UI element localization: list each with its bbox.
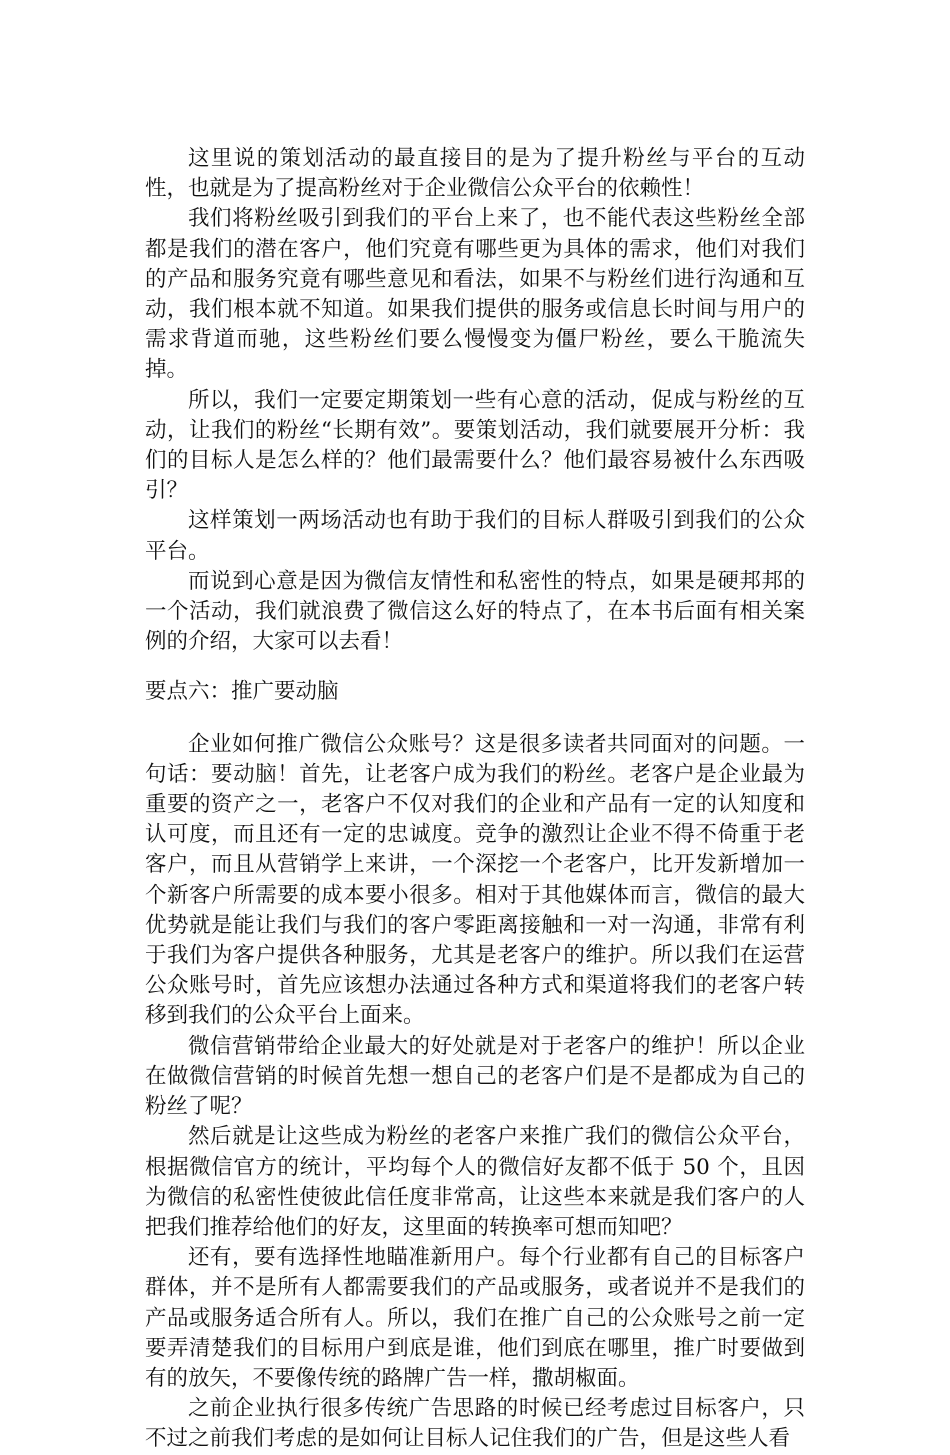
paragraph-attract-target: 这样策划一两场活动也有助于我们的目标人群吸引到我们的公众平台。 [145, 508, 805, 564]
paragraph-promote-account: 企业如何推广微信公众账号？这是很多读者共同面对的问题。一句话：要动脑！首先，让老客户成为我们的粉丝。老客户是企业最为重要的资产之一，老客户不仅对我们的企业和产品有一定的认知度和认可度，而且还有一定的忠诚度。竞争的激烈让企业不得不倚重于老客户，而且从营销学上来讲，一个深挖一个老客户，比开发新增加一个新客户所需要的成本要小很多。相对于其他媒体而言，微信的最大优势就是能让我们与我们的客户零距离接触和一对一沟通，非常有利于我们为客户提供各种服务，尤其是老客户的维护。所以我们在运营公众账号时，首先应该想办法通过各种方式和渠道将我们的老客户转移到我们的公众平台上面来。 [145, 731, 805, 1029]
paragraph-activity-purpose: 这里说的策划活动的最直接目的是为了提升粉丝与平台的互动性，也就是为了提高粉丝对于企业微信公众平台的依赖性！ [145, 146, 805, 202]
paragraph-fan-needs: 我们将粉丝吸引到我们的平台上来了，也不能代表这些粉丝全部都是我们的潜在客户，他们究竟有哪些更为具体的需求，他们对我们的产品和服务究竟有哪些意见和看法，如果不与粉丝们进行沟通和互动，我们根本就不知道。如果我们提供的服务或信息长时间与用户的需求背道而驰，这些粉丝们要么慢慢变为僵尸粉丝，要么干脆流失掉。 [145, 206, 805, 383]
paragraph-new-users: 还有，要有选择性地瞄准新用户。每个行业都有自己的目标客户群体，并不是所有人都需要我们的产品或服务，或者说并不是我们的产品或服务适合所有人。所以，我们在推广自己的公众账号之前一定要弄清楚我们的目标用户到底是谁，他们到底在哪里，推广时要做到有的放矢，不要像传统的路牌广告一样，撒胡椒面。 [145, 1245, 805, 1391]
section-heading: 要点六：推广要动脑 [145, 679, 339, 705]
document-body [145, 144, 805, 1455]
paragraph-plan-activities: 所以，我们一定要定期策划一些有心意的活动，促成与粉丝的互动，让我们的粉丝“长期有效”。要策划活动，我们就要展开分析：我们的目标人是怎么样的？他们最需要什么？他们最容易被什么东西吸引？ [145, 387, 805, 504]
paragraph-wechat-features: 而说到心意是因为微信友情性和私密性的特点，如果是硬邦邦的一个活动，我们就浪费了微信这么好的特点了，在本书后面有相关案例的介绍，大家可以去看！ [145, 568, 805, 655]
paragraph-traditional-ads: 之前企业执行很多传统广告思路的时候已经考虑过目标客户，只不过之前我们考虑的是如何让目标人记住我们的广告，但是这些人看 [145, 1396, 805, 1452]
paragraph-referral: 然后就是让这些成为粉丝的老客户来推广我们的微信公众平台，根据微信官方的统计，平均每个人的微信好友都不低于 50 个，且因为微信的私密性使彼此信任度非常高，让这些本来就是我们客户的人把我们推荐给他们的好友，这里面的转换率可想而知吧？ [145, 1124, 805, 1240]
paragraph-old-customers: 微信营销带给企业最大的好处就是对于老客户的维护！所以企业在做微信营销的时候首先想一想自己的老客户们是不是都成为自己的粉丝了呢？ [145, 1033, 805, 1120]
